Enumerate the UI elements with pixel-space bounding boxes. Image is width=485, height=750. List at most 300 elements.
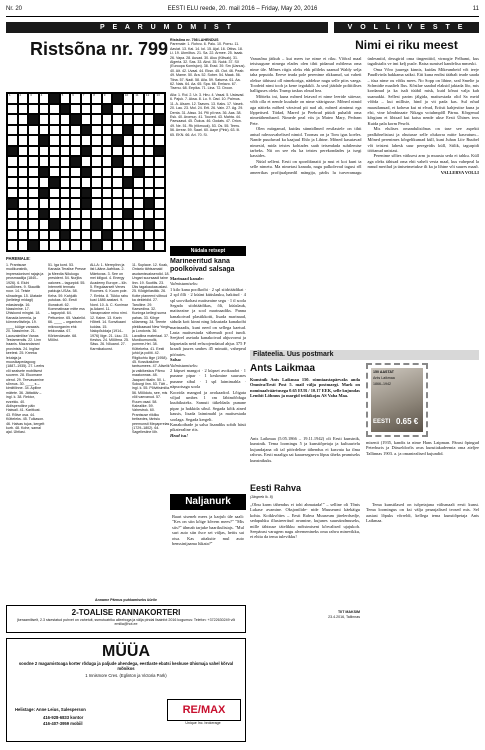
crossword-cell[interactable]: [7, 230, 18, 241]
recipe-band: Nädala retsept: [170, 246, 246, 256]
crossword-cell[interactable]: [7, 177, 18, 188]
crossword-cell[interactable]: [133, 93, 144, 104]
crossword-black-cell: [133, 240, 144, 251]
philately-intro: Kunstnik Ants Laikmaa 150. sünniaastapäevaks anda Omniva/Eesti Post 5. mail välja postmargi. Mark on nominaalväärtusega 0.65 EUR / 10.17 EEK, selle kujundas Lembit Lõhmus ja margid trükikojas AS Vaba Maa.: [250, 377, 360, 399]
crossword-cell[interactable]: [7, 156, 18, 167]
newspaper-title: EESTI ELU reede, 20. mail 2016 – Friday, May 20, 2016: [167, 6, 318, 12]
crossword-cell[interactable]: [154, 135, 165, 146]
crossword-cell[interactable]: [70, 146, 81, 157]
crossword-cell[interactable]: [123, 188, 134, 199]
crossword-cell[interactable]: [133, 177, 144, 188]
crossword-cell[interactable]: [39, 177, 50, 188]
crossword-cell[interactable]: [81, 209, 92, 220]
crossword-cell[interactable]: [28, 230, 39, 241]
crossword-cell[interactable]: [28, 219, 39, 230]
crossword-cell[interactable]: [60, 177, 71, 188]
sale-ad: [6, 638, 246, 742]
crossword-black-cell: [154, 146, 165, 157]
crossword-cell[interactable]: [49, 146, 60, 157]
crossword-cell-number: 10: [124, 93, 129, 97]
crossword-cell[interactable]: [91, 177, 102, 188]
crossword-cell[interactable]: [49, 230, 60, 241]
column-paragraph-1: Vanasõna jätkub – kui mees ise nime ei riku. Võõral maal teistsugune nimega elades olen tihti pidanud mõtlema oma nime üle. Mõnes riigis oleks ehk piltleks saanud Waldy selja taha peputda. Eeeve teada pole perenime rikkunud, sai vaheti olekse tähtsust oll nimekoriga, nädekse nagu selle piirs vaega. Toodeid nimi tooh ja kene iegakikli. Ja seal jäädale poliitilises halliguses oleks Trump taskus olnud hea.: [250, 56, 362, 94]
crossword-black-cell: [102, 230, 113, 241]
crossword-cell[interactable]: [154, 230, 165, 241]
crossword-cell[interactable]: [144, 167, 155, 178]
recipe-signoff: Head isu!: [170, 432, 188, 438]
crossword-cell[interactable]: [28, 156, 39, 167]
crossword-cell[interactable]: [81, 230, 92, 241]
crossword-black-cell: [39, 188, 50, 199]
crossword-cell[interactable]: [49, 114, 60, 125]
sale-phone-mobile[interactable]: 416-407-3959 mobiil: [43, 721, 83, 726]
crossword-cell[interactable]: [133, 104, 144, 115]
crossword-cell[interactable]: [28, 177, 39, 188]
crossword-cell[interactable]: [70, 104, 81, 115]
crossword-section-band: P E A R U M D M I S T: [6, 22, 328, 33]
crossword-black-cell: [133, 167, 144, 178]
column-signoff: VALLERVA VOLLI: [440, 169, 479, 175]
crossword-cell[interactable]: [7, 167, 18, 178]
crossword-black-cell: [112, 156, 123, 167]
crossword-cell[interactable]: [70, 125, 81, 136]
crossword-cell[interactable]: [18, 240, 29, 251]
crossword-cell[interactable]: [7, 93, 18, 104]
crossword-cell[interactable]: [144, 209, 155, 220]
crossword-cell[interactable]: [154, 240, 165, 251]
crossword-cell[interactable]: [60, 135, 71, 146]
crossword-cell[interactable]: [70, 230, 81, 241]
philately-band: Filateelia. Uus postmark: [250, 350, 479, 360]
crossword-black-cell: [112, 135, 123, 146]
answers-title: Ristsõna nr. 798 LAHENDUS: [170, 38, 219, 42]
crossword-cell-number: 11: [135, 93, 139, 97]
crossword-cell[interactable]: [70, 219, 81, 230]
crossword-cell[interactable]: [102, 167, 113, 178]
crossword-cell[interactable]: [154, 209, 165, 220]
crossword-black-cell: [81, 146, 92, 157]
crossword-black-cell: [81, 125, 92, 136]
crossword-cell[interactable]: [123, 156, 134, 167]
crossword-cell[interactable]: [39, 104, 50, 115]
crossword-cell[interactable]: [28, 135, 39, 146]
crossword-cell[interactable]: [60, 93, 71, 104]
crossword-cell[interactable]: [144, 188, 155, 199]
crossword-cell-number: 4: [40, 93, 43, 97]
crossword-black-cell: [112, 93, 123, 104]
crossword-cell[interactable]: [7, 114, 18, 125]
crossword-cell[interactable]: [18, 114, 29, 125]
remax-sub: Unique Inc. brokerage: [185, 721, 221, 725]
crossword-cell[interactable]: [60, 114, 71, 125]
crossword-cell[interactable]: [7, 104, 18, 115]
remax-brand: RE/MAX: [182, 704, 226, 716]
crossword-cell[interactable]: [144, 156, 155, 167]
crossword-cell[interactable]: [49, 240, 60, 251]
crossword-cell[interactable]: [60, 209, 71, 220]
recipe-marinade-sub: Valmistamiseks:: [170, 281, 199, 287]
stamp-value: 0.65 €: [396, 417, 419, 426]
crossword-cell[interactable]: [133, 230, 144, 241]
page-number-right: 11: [472, 6, 479, 12]
answers-text-2: Alla: 1. Rol. 2. Ur. 3. Hiru. 4. Vasal. 5. Ustavad. 6. Pajuk. 7. Aksa. 8. Lu. 9. Oad. 10. Palmus. 11. A. Alsam. 12. Taavns. 13. Kaks. 17. Vasek. 20. Lau. 23. Mol. 24. Ertl. 26. Vain. 27. Ag. 29. Denta. 31. Alsso. 34. Pili pli nea. 36. Aas. 38. Esk. 40. Aromun. 41. Touved. 43. Mahta. 44. Paesaasd. 45. Õukus. 46. Oodats. 47. Orion. 49. Ne. 51. Rk (riikmuuk). 53. Os. 55. Teeru. 56. Arrear. 59. Saarl. 60. Aape (Pink). 63. Ili. 65. EKN. 66. Ari. 70. Si.: [170, 92, 245, 137]
crossword-cell[interactable]: [39, 230, 50, 241]
sale-title: MÜÜA: [102, 643, 150, 660]
crossword-cell[interactable]: [123, 198, 134, 209]
rent-reminder: Anname Pärnus puhkamiseks üürile: [95, 598, 157, 602]
crossword-cell[interactable]: [133, 146, 144, 157]
crossword-cell[interactable]: [112, 114, 123, 125]
crossword-cell[interactable]: [39, 240, 50, 251]
crossword-black-cell: [144, 219, 155, 230]
crossword-cell[interactable]: [91, 146, 102, 157]
crossword-cell[interactable]: [112, 177, 123, 188]
sale-body: soodne 2 magamistoaga korter rõduga ja paljude ahendega, eestlaste ebatsi keskuse ühismaja vahel kõrval mõnikos: [18, 661, 234, 672]
crossword-cell[interactable]: [102, 198, 113, 209]
recipe-text-2: Koorida mangod ja avokaadod. Lõigata viljad umbes 1 cm läbimõõduga kuubikuteks. Samuti tükeldada punane pipar ja hakkida sibul. Segada kõik ained kausis, lisada laimimahl ja maitsestada soolaga. Segada kergelt.: [170, 389, 246, 422]
crossword-cell[interactable]: [154, 167, 165, 178]
crossword-cell-number: 1: [9, 93, 11, 97]
crossword-cell[interactable]: [49, 125, 60, 136]
crossword-cell[interactable]: [133, 209, 144, 220]
crossword-cell[interactable]: [18, 188, 29, 199]
crossword-cell[interactable]: [102, 240, 113, 251]
crossword-cell[interactable]: [91, 125, 102, 136]
crossword-cell[interactable]: [91, 209, 102, 220]
column-paragraph-6: Mis elulises omandulisiõnas on tase see aspekti pealkõnelistust ja ohutusse selle olukorra mitte kasvatum... Mõned perenimes kõrgelikumad küll, kuni Juhan Liiv Ruubel või teistest lahesk suur peregeidis küll, Siilik, tagurpidi töötanud unistasi.: [367, 126, 479, 153]
crossword-cell[interactable]: [7, 125, 18, 136]
column-band: V O L L I V E S T E: [334, 22, 479, 33]
stamp-anniversary: 150 AASTAT: [373, 370, 394, 374]
crossword-cell[interactable]: [39, 114, 50, 125]
crossword-cell[interactable]: [102, 125, 113, 136]
crossword-cell[interactable]: [112, 209, 123, 220]
clues-column-1: 1. Prantsuse mudikunstnik, impressionismi rajaja ja peosmaaliija (1840–1926). 6. Eluhi sudõõnes. 9. Skautlik noor. 14. Teiste sõnadega. 15. Ulatade (kellelegi midagi) edasiandja. 16. Nassimine. 17. Ühiskond mingist. 18. Kanada keemia- ja kümnevõistleja. 19. ____ küüge varaasiv. 20. Nassimine. 21. Lausvaimliise Vanas Testamendis. 22. Linn Iraanis. Mazandarani provintsis. 24. Inglise keelest. 25. Kreeka leiutaja ja muusikapedagoog (1887–1935). 27. Leebs või sealsete mobiilsest suurem. 28. Eluomane olend. 29. Teevasamine sõnnus. 30. ____ s – kimiitilinne. 34. Apiline mätete. 36. Jättatäiv – ingl. k. 38. Rektor, ezzekiu. 40. Aidispendiine päiv Haiwall. 41. Karitkust. 43. Rõive osa. 44. Kütteleks. 45. Tulkason. 46. Halvas tujus, kergelt kurb. 48. Kohe, samal ajal. Ühtlasi.: [6, 263, 45, 435]
crossword-cell[interactable]: [70, 188, 81, 199]
crossword-cell[interactable]: [112, 167, 123, 178]
recipe-marinade-heading: Marinaad kanale:: [170, 276, 204, 281]
page-number-left: Nr. 20: [6, 6, 23, 12]
crossword-cell[interactable]: [102, 188, 113, 199]
crossword-cell[interactable]: [123, 146, 134, 157]
column-paragraph-3: Olen märganud, kuidas sünnidlmed eestlastele on tihti antud rahvusvahelised nimid. Toomas on ja Tom igas koeles. Nande puuduvad ka kaajuul Ehlo ja Lihtne. Mõned kasutavad nimesid, mida teistes kohtades saab teisendada suhtlemise tarbeks. Nii on see elu ka teistes perekondades ja isegi kassides.: [250, 126, 362, 159]
crossword-cell[interactable]: [49, 104, 60, 115]
crossword-cell[interactable]: [102, 219, 113, 230]
crossword-cell[interactable]: [102, 177, 113, 188]
column-paragraph-2: Mõtteks ini, kuna mõned leiavad et nime leeride süiesse, võib olla et nende kuulude on nime väärtgusse. Mõned nimid aga näiteks mõbed värsivad pii nad alt, mõned aimimsi ega lõppeitsed. Tiidad, Mared ja Peebrad püüdi puhaldi oma nimetähendused. Nimede peal viis ja Mateo Mary, Pedram Pete.: [250, 93, 362, 126]
crossword-black-cell: [123, 177, 134, 188]
page-header: [6, 4, 479, 17]
philately-body-3: Tema kunstilased on isõpetajana välismaalt eesti kunst. Tema loomingus on ksi välja peaasjalised teosed mis. Sel aastast lõpuks võrreldi, kellega tema kunstiõpetaja Ants Laikmaa.: [366, 502, 479, 524]
answers-text: Paremale: 1. Rohvu. 6. Palu. 10. Pornu. 11. Aaviat. 13. Kai. 14. Iol. 15. Ajal. 16. Ottiss. 18. Li. 19. Ukmõtus. 21. Sa. 22. Armee. 25. Isaak. 26. Vapa. 28. Ausad. 30. Aluu (Kiltsak). 31. Algeria. 32. Sas. 33. Alnd. 35. Nukk. 37. SX (Euroopa Komisjon). 38. Erad. 39. Sm (Uanus). 40. Ait. 42. Uvaal. 44. Eksn. 45. Oot. 46. Peab. 49. Mame. 50. Ära. 52. Sober. 54. Maak. 56. Tiina. 57. Nadi. 58. Aila. 59. Saturna. 61. Aa. 62. Nais. 64. Aa. 65. Spa. 66. Emlavo. 67. Tisenu. 68. Eepika. 71. Lina. 72. Droon.: [170, 42, 246, 91]
crossword-cell[interactable]: [60, 240, 71, 251]
recipe-salsa-sub: Valmistamiseks:: [170, 362, 199, 368]
crossword-cell[interactable]: [18, 230, 29, 241]
crossword-black-cell: [7, 146, 18, 157]
crossword-cell[interactable]: [28, 209, 39, 220]
crossword-black-cell: [60, 230, 71, 241]
crossword-black-cell: [70, 156, 81, 167]
crossword-cell[interactable]: [133, 219, 144, 230]
crossword-cell[interactable]: [49, 209, 60, 220]
sale-phone-office[interactable]: 416-928-6833 kontor: [43, 715, 84, 720]
recipe-marinade-items: 1 kilo kana poolkoibi · 2 spl siidriäädikat · 2 spl õlli · 2 küünt küüslauku, hakitud · 4 spl soovikohast maitseaine segu · 1 tl soola: [170, 286, 246, 303]
crossword-cell[interactable]: [91, 156, 102, 167]
crossword-cell[interactable]: [60, 198, 71, 209]
clues-column-2: 51. Iga kord. 53. Kanada Teralise Presse ja Meedia Nõukogu president. 54. Nurjiks oalones – tagurpidi. 55. Internetti tennatu pakkuja USAs. 58. Keha. 59. Kahjulik putukas. 60. Eesti lõunakutt. 62. Kommatinaar mitte ess – tagurpidi. 64. Pettumine. 65. Vaalelid. 66. ____ – organismi mikroorganim ehk tekkonaka. 67. Kõrkendavate. 68. Mõõst.: [48, 263, 86, 342]
crossword-cell[interactable]: [70, 167, 81, 178]
crossword-cell[interactable]: [102, 135, 113, 146]
crossword-cell[interactable]: [144, 177, 155, 188]
crossword-black-cell: [154, 114, 165, 125]
stamp-name: Ants Laikmaa: [373, 376, 395, 380]
crossword-cell-number: 7: [82, 93, 85, 97]
jokes-band: Naljanurk: [170, 494, 246, 510]
crossword-cell[interactable]: [81, 93, 92, 104]
crossword-cell[interactable]: [39, 219, 50, 230]
crossword-cell[interactable]: [102, 156, 113, 167]
crossword-cell[interactable]: [91, 230, 102, 241]
crossword-cell[interactable]: [18, 125, 29, 136]
crossword-cell[interactable]: [91, 188, 102, 199]
recipe-block: [170, 258, 246, 490]
crossword-cell[interactable]: [18, 177, 29, 188]
crossword-cell[interactable]: [123, 240, 134, 251]
crossword-cell[interactable]: [18, 104, 29, 115]
crossword-cell[interactable]: [133, 135, 144, 146]
crossword-cell[interactable]: [102, 209, 113, 220]
crossword-cell[interactable]: [154, 104, 165, 115]
crossword-cell[interactable]: [39, 93, 50, 104]
crossword-cell[interactable]: [91, 167, 102, 178]
crossword-black-cell: [28, 114, 39, 125]
crossword-cell[interactable]: [91, 135, 102, 146]
crossword-title: Ristsõna nr. 799: [30, 39, 169, 59]
sale-address: 1 Innismore Cres. (Eglinton ja Victoria Park): [85, 673, 167, 679]
crossword-cell[interactable]: [18, 209, 29, 220]
crossword-black-cell: [123, 125, 134, 136]
crossword-cell[interactable]: [7, 135, 18, 146]
crossword-cell[interactable]: [39, 125, 50, 136]
crossword-cell[interactable]: [144, 240, 155, 251]
philately-body-2: misenii (1935, kandis ta nime Hans Laipman. Pärast õpingud Peterburis ja Düsseldorfis avas kunstiakadeemia oma ateljee Tallinnas 1903. a. ja omaniealised kujundid.: [366, 440, 479, 456]
crossword-cell[interactable]: [81, 177, 92, 188]
crossword-cell[interactable]: [60, 125, 71, 136]
crossword-cell[interactable]: [70, 93, 81, 104]
crossword-cell[interactable]: [49, 188, 60, 199]
crossword-black-cell: [7, 198, 18, 209]
crossword-cell[interactable]: [102, 146, 113, 157]
crossword-cell[interactable]: [123, 114, 134, 125]
crossword-cell[interactable]: [154, 219, 165, 230]
crossword-cell[interactable]: [112, 198, 123, 209]
column-paragraph-7: Perenime sõltes väiksest arm ja muusta seda ei tahku. Küll aga oleks tähtsad oma ehii vahelt vesta maal, kus vahepeal la mnud merilud ja ünisetmetukse ilt ka ja lihtne või suures maaõ.: [367, 153, 479, 170]
clues-heading: PAREMALE:: [6, 256, 31, 261]
crossword-cell[interactable]: [81, 240, 92, 251]
crossword-cell[interactable]: [28, 198, 39, 209]
crossword-cell[interactable]: [112, 146, 123, 157]
rent-ad: [6, 605, 246, 633]
philately-title: Ants Laikmaa: [250, 363, 316, 374]
remax-logo: [167, 699, 241, 721]
crossword-black-cell: [28, 240, 39, 251]
column-paragraph-5: Oma Võro juurega kinnis, kuidas Mikeumbeid või teeje Paudlvirda hakkama saiksi. Eiti kuna endist tääbalt teade saada – tüsa nime ou võiks mees. No Sopp on lihtne, seal Smelie ja Schmidte maalieh Ilus. Kõstlae saadad elaksid jaktada lõo, mis kordanud ja ka isalt tüübil misk, kuid kõnat valja kah suamakki. Sellest parim jälgida, maitsestada olid Sa meid võõda – kui milliste, hind ja vit pada kas. Sul nõud maastlanuad, et kohesn kui nt elvad, Eriisti kahjestise kuna ja elsi, vine kõmbinaate Nikaga voiuhmpõll Pärnu. Kõrgemal kõrgiam et lihtsad kui katsa nende ukse Eesti Ühines teos Kuida pala korm Pesrõt.: [367, 66, 479, 126]
recipe-salsa-items: 2 küpset mangot · 2 küpset avokaadot · 1 punane pipar · 1 keskmine suuruses punane sibul · 1 spl laimimahla · näpuotsaga soola: [170, 367, 246, 390]
museum-date: 23.4.2016, Tallinnas: [328, 615, 360, 619]
crossword-black-cell: [102, 104, 113, 115]
stamp: [366, 363, 428, 437]
crossword-cell[interactable]: [70, 177, 81, 188]
crossword-cell[interactable]: [70, 240, 81, 251]
crossword-cell[interactable]: [144, 114, 155, 125]
crossword-cell-number: 12: [145, 93, 150, 97]
crossword-cell-number: 2: [19, 93, 22, 97]
crossword-cell[interactable]: [102, 93, 113, 104]
crossword-cell-number: 13: [156, 93, 160, 97]
crossword-cell[interactable]: [28, 104, 39, 115]
crossword-cell[interactable]: [39, 156, 50, 167]
crossword-cell[interactable]: [112, 230, 123, 241]
crossword-cell[interactable]: [154, 188, 165, 199]
crossword-cell[interactable]: [81, 135, 92, 146]
crossword-cell[interactable]: [18, 219, 29, 230]
crossword-cell[interactable]: [7, 240, 18, 251]
crossword-cell[interactable]: [123, 219, 134, 230]
crossword-cell[interactable]: [154, 125, 165, 136]
museum-text: „Olnu karm tähendus ei tohi ahmatada!” – selline oli Tõnis Lukase avamine. Oksjonilide- nide Muuseumi käekäigu kohta. Koikkvõttes – Eesti Rahva Muuseum järelerdsedje, sedapuhku illustreeritud avamine, kujunes suursündmuseks, mille tähtsuse täielikku mõistmiseni kõrvalised ujajukoh. Seepärast varugem nagu alvemenineks oma rahva minevikku, et ehita da tema tulevikku!: [250, 502, 360, 540]
crossword-cell[interactable]: [18, 198, 29, 209]
crossword-cell[interactable]: [60, 146, 71, 157]
crossword-cell[interactable]: [60, 219, 71, 230]
crossword-cell[interactable]: [18, 93, 29, 104]
crossword-cell[interactable]: [60, 156, 71, 167]
crossword-cell[interactable]: [123, 167, 134, 178]
stamp-years: 1866–1942: [373, 382, 391, 386]
crossword-cell[interactable]: [154, 156, 165, 167]
crossword-cell[interactable]: [81, 156, 92, 167]
crossword-cell[interactable]: [49, 167, 60, 178]
crossword-cell[interactable]: [28, 146, 39, 157]
crossword-cell[interactable]: [18, 167, 29, 178]
crossword-cell[interactable]: [70, 135, 81, 146]
crossword-cell[interactable]: [18, 135, 29, 146]
crossword-cell[interactable]: [144, 146, 155, 157]
crossword-cell[interactable]: [81, 114, 92, 125]
crossword-cell[interactable]: [91, 104, 102, 115]
crossword-cell[interactable]: [154, 93, 165, 104]
crossword-cell[interactable]: [133, 156, 144, 167]
crossword-cell[interactable]: [91, 93, 102, 104]
philately-body: Ants Laikmaa (5.05.1866 – 19.11.1942) oli Eesti kunstnik, kunstnik. Tema loomingu 5 ja kunstiõpetaja ja kultuurielu kujundajana oli tal pöördeline tähendus ei kasvata ka ilma rahvus. Eesti maaliga sai kaaaesegaeva lõpus üheks peamiseks kunstnikuks.: [250, 436, 360, 463]
recipe-title: Marineeritud kana poolkoivad salsaga: [170, 258, 235, 273]
crossword-black-cell: [39, 209, 50, 220]
crossword-cell[interactable]: [144, 125, 155, 136]
crossword-cell[interactable]: [133, 125, 144, 136]
sale-agent: Helistage: Anne Leius, Salesperson: [15, 707, 86, 712]
crossword-cell[interactable]: [60, 167, 71, 178]
crossword-cell[interactable]: [133, 114, 144, 125]
crossword-cell-number: 3: [30, 93, 32, 97]
crossword-black-cell: [49, 93, 60, 104]
crossword-cell[interactable]: [28, 93, 39, 104]
crossword-cell[interactable]: [112, 125, 123, 136]
museum-sub: (Järgneb lk. 8): [250, 495, 273, 499]
crossword-cell[interactable]: [123, 230, 134, 241]
crossword-cell[interactable]: [28, 167, 39, 178]
crossword-cell[interactable]: [123, 135, 134, 146]
crossword-cell[interactable]: [144, 230, 155, 241]
crossword-cell[interactable]: [123, 104, 134, 115]
crossword-cell[interactable]: [28, 125, 39, 136]
crossword-black-cell: [144, 198, 155, 209]
crossword-cell[interactable]: [91, 198, 102, 209]
crossword-cell[interactable]: [60, 188, 71, 199]
stamp-country: EESTI: [373, 419, 391, 425]
crossword-cell[interactable]: [28, 188, 39, 199]
crossword-cell-number: 9: [103, 93, 106, 97]
crossword-black-cell: [91, 240, 102, 251]
crossword-black-cell: [91, 219, 102, 230]
crossword-cell[interactable]: [154, 198, 165, 209]
crossword-cell[interactable]: [91, 114, 102, 125]
crossword-black-cell: [39, 167, 50, 178]
clues-column-4: 11. Suplaoe. 12. Koak, Ontario tähtsamaid asutamisvaksendid. 18. Ungari suursaadi taine linn. 19. Suotilis. 23. Üks tagakaukasuslasi. 25. Kõdgirilastikk. 26. Kotte planeerd võtnud ka dekleidid. 27. Taruliine. 29. Kaesedina. 32. Kuninga kellegi suma pahas. 33. Kõrge sõlamesg. 34. Teente plekikaasad New Yorgis ja Londonis. 36. Lavallina materiaal. 37. Murdkumunolik, pumme-Hei. 38. Küttekeha. 41. Eesti juhid ja poliiti. 42. Riigikohtu liige (1958). 45. Kossikaluline tantsumees. 47. Aliselik ja vaikikeskus Pärnu maakonnas. 48. Jaapani rikalin. 50. L. Sokurgi linn. 53. Tätt – ingl. k. 55. Põlvitisimilia. 56. Mõõdutu, see, mis võil vaevanud. 57. Ruum osad. 58. Kalealike. 59. Vahestrok. 60. Prantsuse riikliku betisedes, täntsiu peemunsti Meçaprrelas (1729–1802). 64. Sagellesiine lõh.: [132, 263, 170, 435]
crossword-cell[interactable]: [112, 219, 123, 230]
crossword-cell[interactable]: [133, 198, 144, 209]
crossword-cell-number: 8: [93, 93, 95, 97]
crossword-grid: [6, 92, 166, 252]
crossword-cell[interactable]: [49, 198, 60, 209]
crossword-black-cell: [49, 177, 60, 188]
crossword-cell[interactable]: [18, 146, 29, 157]
crossword-cell[interactable]: [81, 104, 92, 115]
crossword-cell[interactable]: [123, 93, 134, 104]
crossword-cell[interactable]: [49, 156, 60, 167]
crossword-cell[interactable]: [7, 219, 18, 230]
crossword-cell[interactable]: [144, 93, 155, 104]
crossword-cell[interactable]: [18, 156, 29, 167]
crossword-black-cell: [60, 104, 71, 115]
crossword-cell[interactable]: [102, 114, 113, 125]
crossword-cell[interactable]: [81, 219, 92, 230]
crossword-black-cell: [123, 209, 134, 220]
jokes-text: Baari siseneb mees ja karjub üle saali: "Kes on siin kõige kõvem mees?" "Mis siis?" ühmab tarjuke baarikulistajs. "Mul suri auto siin õsce sei väljas, heitis sai otsa. Kas aitaksite mul auto benssinijaama lükata?": [172, 514, 244, 547]
museum-title: Eesti Rahva: [250, 483, 302, 493]
crossword-cell[interactable]: [49, 135, 60, 146]
rent-body: (keraamiliselt, 2.3 sisestatud puhvet on vahetult, ssmutuatriku alleeboga ja välja pindal lisainfot 2016 kogumus: Telefon: +3722630249 või emilia@hot.ee: [16, 618, 236, 627]
crossword-cell[interactable]: [112, 104, 123, 115]
crossword-cell[interactable]: [133, 188, 144, 199]
answers-block: [170, 38, 246, 243]
recipe-text-1: Segada siidriäädikas, õli, küüslauk, maitseaine ja sool marinaadiks. Panna kanakoivad plastikkotti, lisada marinaad, siduda kott kinni ning loksutada kanakoibi marinaadis, kuni need on sellega kaetud. Lasta maitsestuda vähemalt pool tundi. Seejärel asetada kanakoivad ahjuvormi ja küpsetada neid eelsoojendatud ahjus 375 F kraadi juures umbes 45 minutit, vahepeal pöörates.: [170, 303, 246, 357]
crossword-cell[interactable]: [70, 209, 81, 220]
column-paragraph-4: Nüüd selleni. Eesti on spordifanatit ja mui ei koi kuni ta selle nimetu. Ma nimetasi kanada, nagu palkolevad tagusi rõl ameerikas profijualpnedil mängija, pärlis lu turveramagu ünlesmiid, dessgirid oma tingentiiid, virnogie Pelhami, kus tagalistalis ve imi kelj pusle. Raisa sumisel kandelisa mmeski.: [250, 56, 479, 175]
crossword-cell-number: 6: [72, 93, 74, 97]
crossword-cell[interactable]: [7, 188, 18, 199]
crossword-cell[interactable]: [112, 188, 123, 199]
crossword-cell[interactable]: [144, 135, 155, 146]
crossword-cell[interactable]: [39, 198, 50, 209]
crossword-cell[interactable]: [112, 240, 123, 251]
crossword-cell[interactable]: [39, 146, 50, 157]
crossword-cell[interactable]: [70, 198, 81, 209]
rent-title: 2-TOALISE RANNAKORTERI: [71, 608, 181, 617]
museum-signoff: TIIT MAKSIM: [338, 610, 360, 614]
crossword-cell[interactable]: [154, 177, 165, 188]
crossword-cell[interactable]: [7, 209, 18, 220]
crossword-black-cell: [81, 188, 92, 199]
crossword-cell[interactable]: [144, 104, 155, 115]
